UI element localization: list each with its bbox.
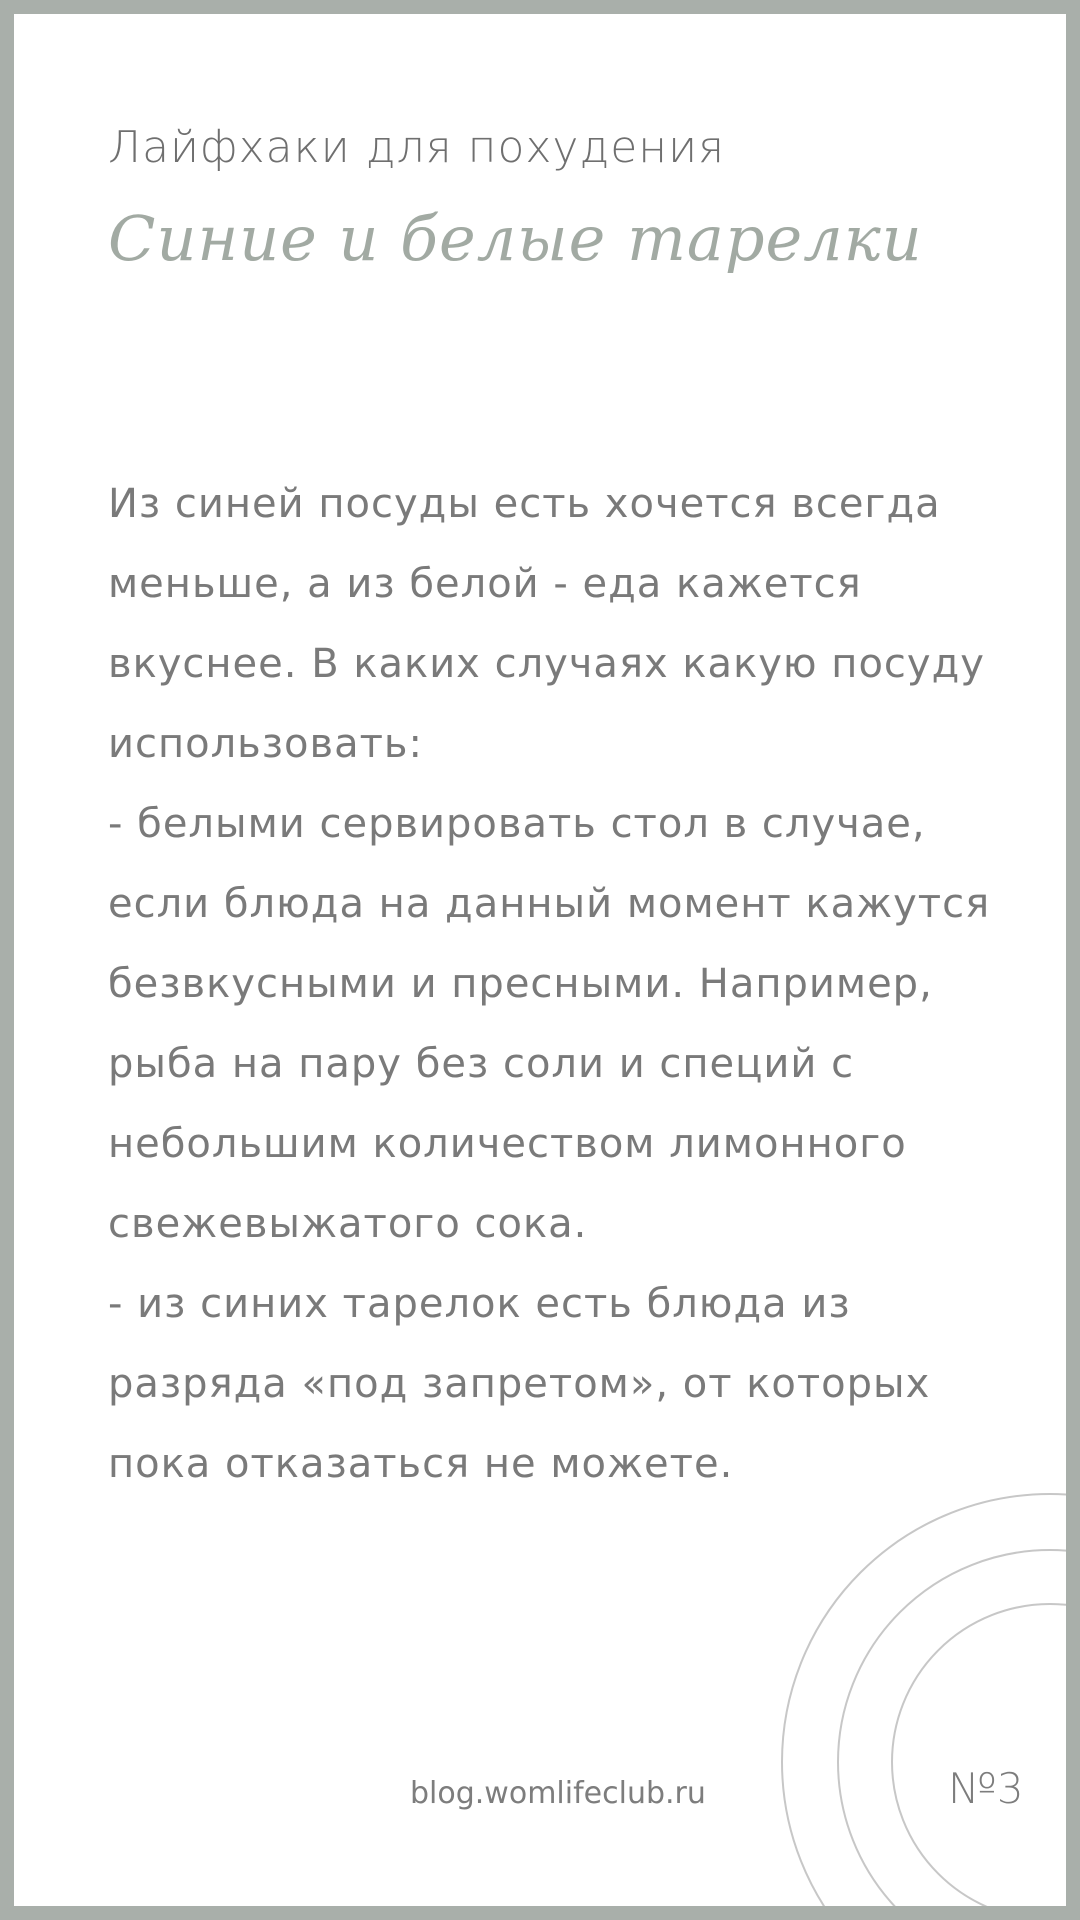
card bbox=[14, 14, 1066, 1906]
site-url: blog.womlifeclub.ru bbox=[410, 1776, 706, 1811]
decorative-circle-middle bbox=[838, 1550, 1066, 1906]
subtitle: Лайфхаки для похудения bbox=[108, 122, 726, 173]
decorative-circle-inner bbox=[892, 1604, 1066, 1906]
page-title: Синие и белые тарелки bbox=[108, 202, 923, 275]
paragraph-blue-plates: - из синих тарелок есть блюда из разряда «под запретом», от которых пока отказаться не можете. bbox=[108, 1281, 931, 1487]
paragraph-intro: Из синей посуды есть хочется всегда меньше, а из белой - еда кажется вкуснее. В каких случаях какую посуду использовать: bbox=[108, 481, 985, 767]
body-text bbox=[108, 464, 1008, 1504]
paragraph-white-plates: - белыми сервировать стол в случае, если блюда на данный момент кажутся безвкусными и пресными. Например, рыба на пару без соли и специй с небольшим количеством лимонного свежевыжатого сока. bbox=[108, 801, 991, 1247]
page-number: №3 bbox=[948, 1764, 1024, 1813]
decorative-circle-outer bbox=[782, 1494, 1066, 1906]
